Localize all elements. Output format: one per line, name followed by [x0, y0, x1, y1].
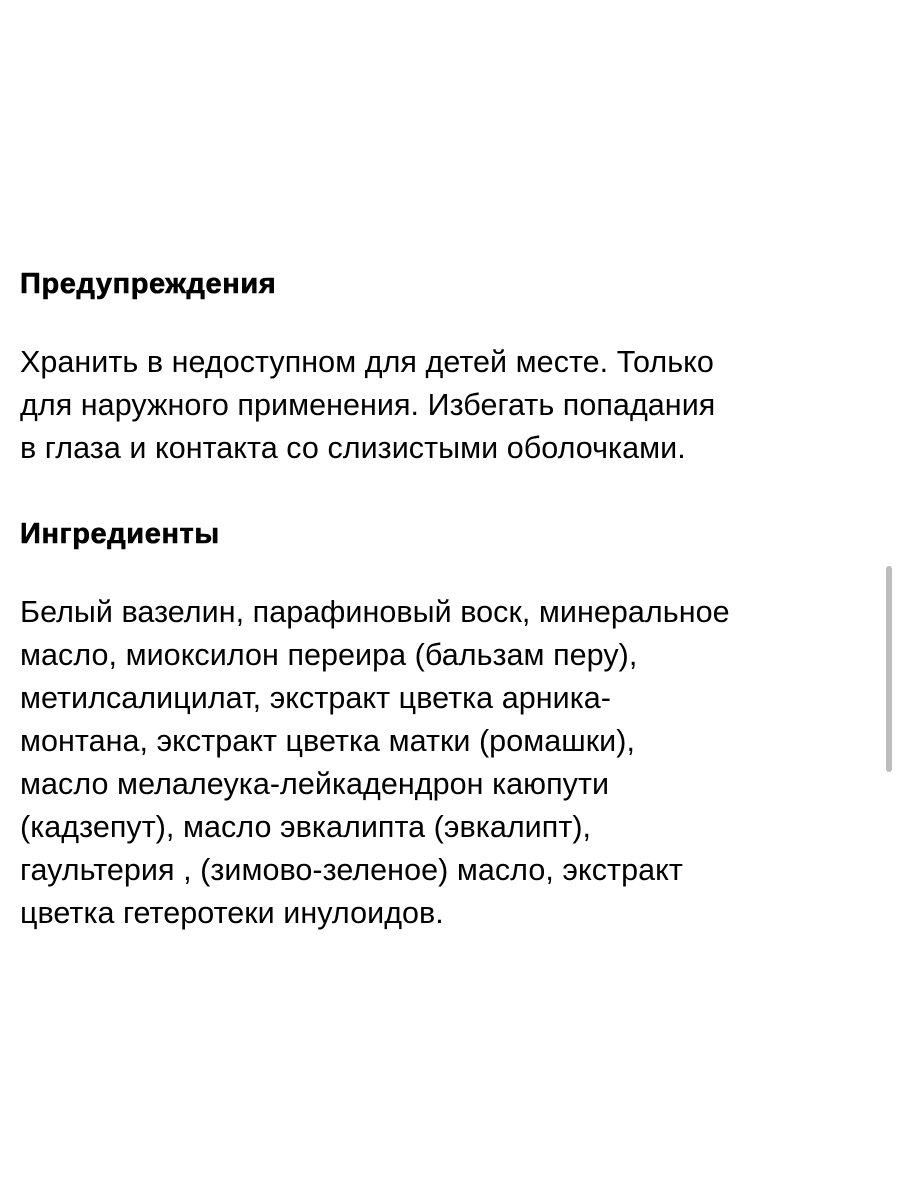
warnings-text: Хранить в недоступном для детей месте. Только для наружного применения. Избегать попадания в глаза и контакта со слизистыми оболочками.	[20, 345, 716, 465]
content-area	[20, 264, 882, 935]
vertical-scrollbar[interactable]	[886, 566, 892, 772]
warnings-heading: Предупреждения	[20, 268, 277, 300]
ingredients-text: Белый вазелин, парафиновый воск, минеральное масло, миоксилон переира (бальзам перу), метилсалицилат, экстракт цветка арника- монтана, экстракт цветка матки (ромашки), масло мелалеука-лейкадендрон каюпути (кадзепут), масло эвкалипта (эвкалипт), гаультерия , (зимово-зеленое) масло, экстракт цветка гетеротеки инулоидов.	[20, 595, 730, 930]
ingredients-heading: Ингредиенты	[20, 518, 220, 550]
